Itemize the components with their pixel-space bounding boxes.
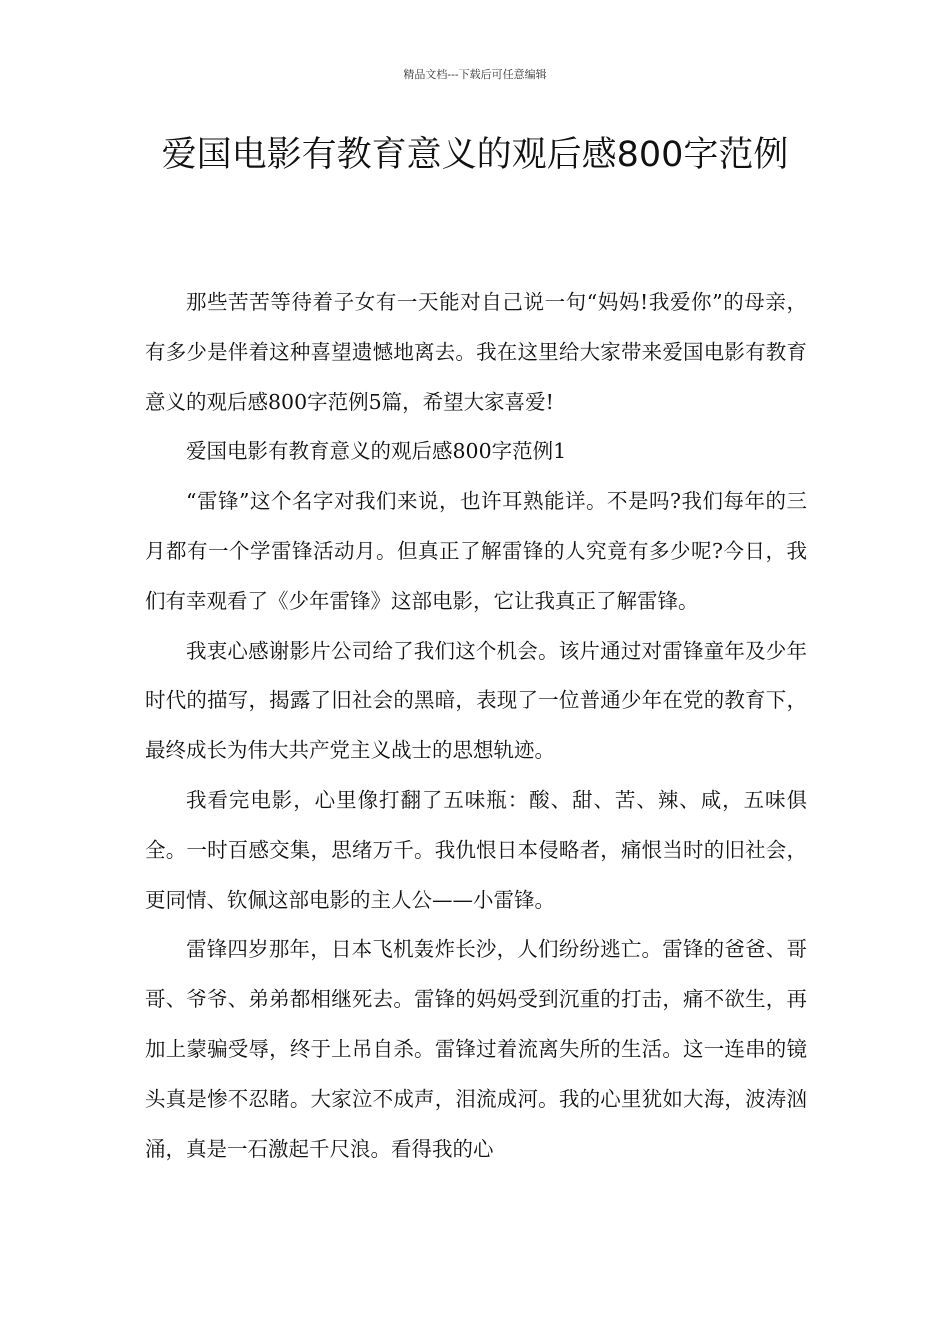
paragraph: 我衷心感谢影片公司给了我们这个机会。该片通过对雷锋童年及少年时代的描写，揭露了旧社会的黑暗，表现了一位普通少年在党的教育下，最终成长为伟大共产党主义战士的思想轨迹。 [145,638,807,763]
paragraph-intro: 那些苦苦等待着子女有一天能对自己说一句“妈妈!我爱你”的母亲，有多少是伴着这种喜望遗憾地离去。我在这里给大家带来爱国电影有教育意义的观后感800字范例5篇，希望大家喜爱! [145,290,807,414]
paragraph: 雷锋四岁那年，日本飞机轰炸长沙，人们纷纷逃亡。雷锋的爸爸、哥哥、爷爷、弟弟都相继死去。雷锋的妈妈受到沉重的打击，痛不欲生，再加上蒙骗受辱，终于上吊自杀。雷锋过着流离失所的生活。这一连串的镜头真是惨不忍睹。大家泣不成声，泪流成河。我的心里犹如大海，波涛汹涌，真是一石激起千尺浪。看得我的心 [145,937,807,1161]
page-title: 爱国电影有教育意义的观后感800字范例 [161,135,789,175]
section-heading: 爱国电影有教育意义的观后感800字范例1 [186,439,567,464]
header-note: 精品文档---下载后可任意编辑 [403,68,547,81]
paragraph: “雷锋”这个名字对我们来说，也许耳熟能详。不是吗?我们每年的三月都有一个学雷锋活动月。但真正了解雷锋的人究竟有多少呢?今日，我们有幸观看了《少年雷锋》这部电影，它让我真正了解雷锋。 [145,489,807,613]
paragraph: 我看完电影，心里像打翻了五味瓶：酸、甜、苦、辣、咸，五味俱全。一时百感交集，思绪万千。我仇恨日本侵略者，痛恨当时的旧社会，更同情、钦佩这部电影的主人公——小雷锋。 [145,787,807,912]
document-body [145,278,807,1174]
